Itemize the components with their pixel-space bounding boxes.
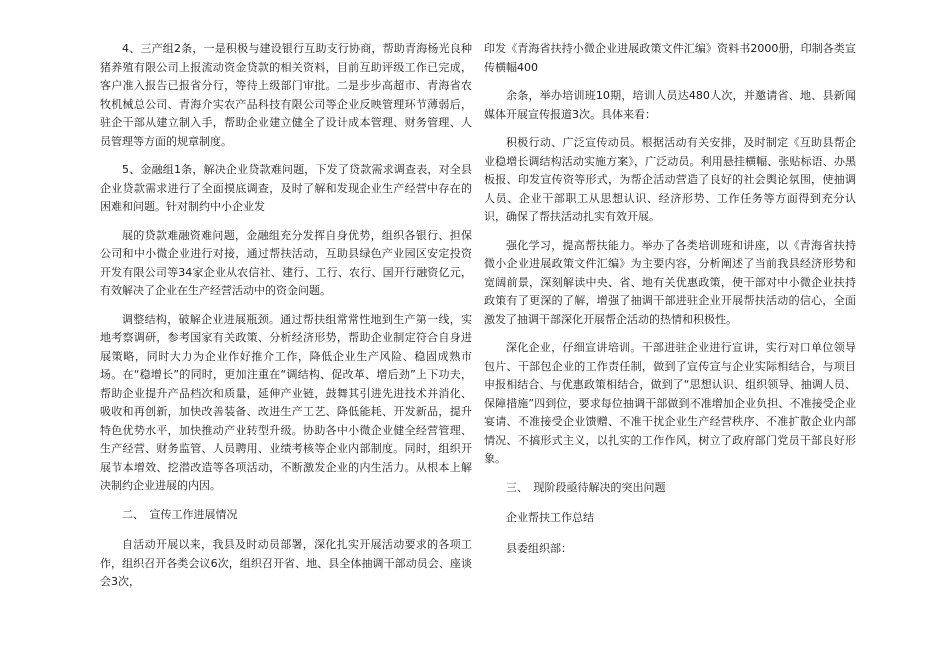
- paragraph-sanchan-group: 4、三产组2条，一是积极与建设银行互助支行协商，帮助青海杨光良种猪养殖有限公司上报流动资金贷款的相关资料，目前互助评级工作已完成，客户准入报告已报省分行，等待上级部门审批。二是步步高超市、青海省农牧机械总公司、青海介实农产品科技有限公司等企业反映管理环节薄弱后，驻企干部从建立制入手，帮助企业建立健全了设计成本管理、财务管理、人员管理等方面的规章制度。: [100, 42, 472, 148]
- paragraph-in-depth-training: 深化企业，仔细宣讲培训。干部进驻企业进行宣讲，实行对口单位领导包片、干部包企业的工作责任制，做到了宣传宣与企业实际相结合，与项目申报相结合、与优惠政策相结合，做到了“思想认识、组织领导、抽调人员、保障措施”四到位，要求每位抽调干部做到不准增加企业负担、不准接受企业宴请、不准接受企业馈赠、不准干扰企业生产经营秩序、不准扩散企业内部情况、不搞形式主义，以扎实的工作作风，树立了政府部门党员干部良好形象。: [484, 341, 856, 465]
- section-heading-problems: 三、 现阶段亟待解决的突出问题: [506, 480, 666, 494]
- paragraph-training-summary: 余条，举办培训班10期，培训人员达480人次，并邀请省、地、县新闻媒体开展宣传报道3次。具体来看：: [484, 89, 856, 121]
- addressee-line: 县委组织部：: [506, 541, 572, 555]
- paragraph-adjust-structure: 调整结构，破解企业进展瓶颈。通过帮扶组常常性地到生产第一线，实地考察调研，参考国家有关政策、分析经济形势，帮助企业制定符合自身进展策略，同时大力为企业作好推介工作，降低企业生产风险、稳固成熟市场。在“稳增长”的同时，更加注重在“调结构、促改革、增后劲”上下功夫，帮助企业提升产品档次和质量，延伸产业链，鼓舞其引进先进技术并消化、吸收和再创新，加快改善装备、改进生产工艺、降低能耗、开发新品，提升特色优势水平，加快推动产业转型升级。协助各中小微企业健全经营管理、生产经营、财务监管、人员聘用、业绩考核等企业内部制度。同时，组织开展节本增效、挖潜改造等各项活动，不断激发企业的内生活力。从根本上解决制约企业进展的内因。: [100, 312, 472, 492]
- section-heading-publicity: 二、 宣传工作进展情况: [122, 507, 238, 521]
- right-column: [484, 40, 856, 570]
- paragraph-active-mobilization: 积极行动、广泛宣传动员。根据活动有关安排，及时制定《互助县帮企业稳增长调结构活动实施方案》，广泛动员。利用悬挂横幅、张贴标语、办黑板报、印发宣传资等形式，为帮企活动营造了良好的社会舆论氛围，使抽调人员、企业干部职工从思想认识、经济形势、工作任务等方面得到充分认识，确保了帮扶活动扎实有效开展。: [484, 136, 856, 223]
- paragraph-financing-problem: 展的贷款难融资难问题，金融组充分发挥自身优势，组织各银行、担保公司和中小微企业进行对接，通过帮扶活动，互助县绿色产业园区安定投资开发有限公司等34家企业从农信社、建行、工行、农行、国开行融资亿元，有效解决了企业在生产经营活动中的资金问题。: [100, 228, 472, 297]
- paragraph-finance-group: 5、金融组1条，解决企业贷款难问题，下发了贷款需求调查表，对全县企业贷款需求进行了全面摸底调查，及时了解和发现企业生产经营中存在的困难和问题。针对制约中小企业发: [100, 163, 472, 213]
- paragraph-print-materials: 印发《青海省扶持小微企业进展政策文件汇编》资料书2000册，印制各类宣传横幅400: [484, 42, 856, 74]
- left-column: [100, 40, 472, 602]
- document-title-line: 企业帮扶工作总结: [506, 511, 594, 524]
- paragraph-strengthen-learning: 强化学习，提高帮扶能力。举办了各类培训班和讲座，以《青海省扶持微小企业进展政策文件汇编》为主要内容，分析阐述了当前我县经济形势和宽阔前景，深刻解读中央、省、地有关优惠政策，使干部对中小微企业扶持政策有了更深的了解，增强了抽调干部进驻企业开展帮扶活动的信心，全面激发了抽调干部深化开展帮企活动的热情和积极性。: [484, 238, 856, 326]
- paragraph-publicity-intro: 自活动开展以来，我县及时动员部署，深化扎实开展活动要求的各项工作，组织召开各类会议6次，组织召开省、地、县全体抽调干部动员会、座谈会3次，: [100, 538, 472, 588]
